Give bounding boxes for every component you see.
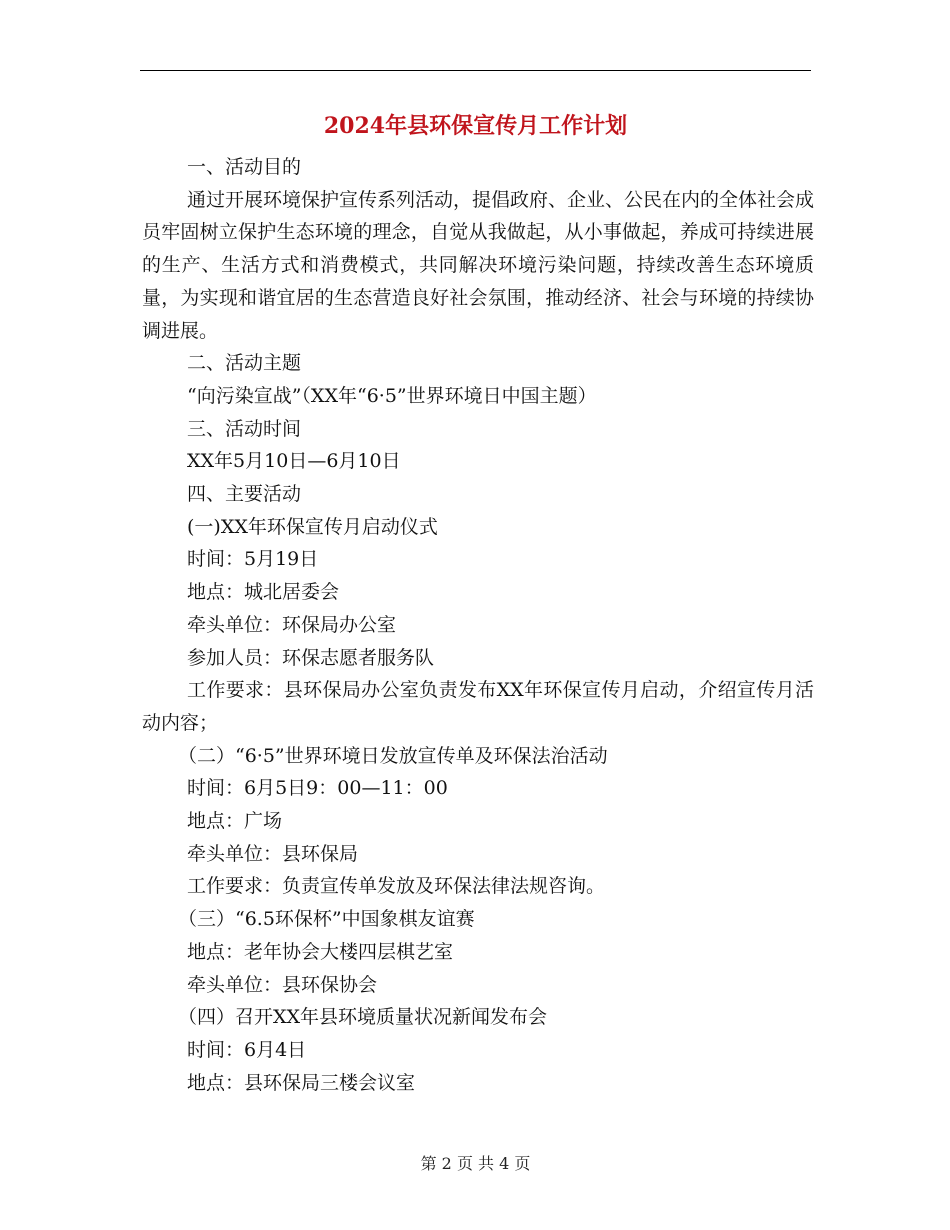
document-title: 2024年县环保宣传月工作计划: [323, 113, 628, 139]
page-number: 第 2 页 共 4 页: [420, 1154, 531, 1173]
section-heading-theme: 二、活动主题: [187, 352, 302, 375]
activity-4-time: 时间：6月4日: [187, 1038, 307, 1061]
theme-text: “向污染宣战”（XX年“6·5”世界环境日中国主题）: [187, 384, 597, 407]
section-heading-activities: 四、主要活动: [187, 483, 302, 506]
header-rule: [140, 70, 811, 71]
activity-3-lead-unit: 牵头单位：县环保协会: [187, 973, 378, 996]
activity-2-location: 地点：广场: [187, 810, 283, 833]
activity-2-lead-unit: 牵头单位：县环保局: [187, 842, 359, 865]
activity-1-lead-unit: 牵头单位：环保局办公室: [187, 613, 397, 636]
time-text: XX年5月10日—6月10日: [187, 450, 401, 473]
activity-1-time: 时间：5月19日: [187, 548, 319, 571]
section-heading-time: 三、活动时间: [187, 417, 302, 440]
activity-1-location: 地点：城北居委会: [187, 581, 340, 604]
purpose-paragraph: 通过开展环境保护宣传系列活动，提倡政府、企业、公民在内的全体社会成员牢固树立保护生态环境的理念，自觉从我做起，从小事做起，养成可持续进展的生产、生活方式和消费模式，共同解决环境污染问题，持续改善生态环境质量，为实现和谐宜居的生态营造良好社会氛围，推动经济、社会与环境的持续协调进展。: [142, 188, 815, 342]
activity-1-heading: (一)XX年环保宣传月启动仪式: [187, 515, 438, 538]
activity-2-heading: （二）“6·5”世界环境日发放宣传单及环保法治活动: [178, 744, 608, 767]
activity-1-requirements: 工作要求：县环保局办公室负责发布XX年环保宣传月启动，介绍宣传月活动内容；: [142, 679, 814, 734]
activity-2-requirements: 工作要求：负责宣传单发放及环保法律法规咨询。: [187, 875, 606, 898]
activity-2-time: 时间：6月5日9：00—11：00: [187, 777, 448, 800]
activity-4-location: 地点：县环保局三楼会议室: [187, 1071, 416, 1094]
section-heading-purpose: 一、活动目的: [187, 156, 302, 178]
activity-3-heading: （三）“6.5环保杯”中国象棋友谊赛: [178, 908, 475, 931]
activity-4-heading: （四）召开XX年县环境质量状况新闻发布会: [178, 1006, 548, 1029]
activity-3-location: 地点：老年协会大楼四层棋艺室: [187, 940, 454, 963]
document-body: [142, 151, 814, 1099]
activity-1-participants: 参加人员：环保志愿者服务队: [187, 646, 435, 669]
